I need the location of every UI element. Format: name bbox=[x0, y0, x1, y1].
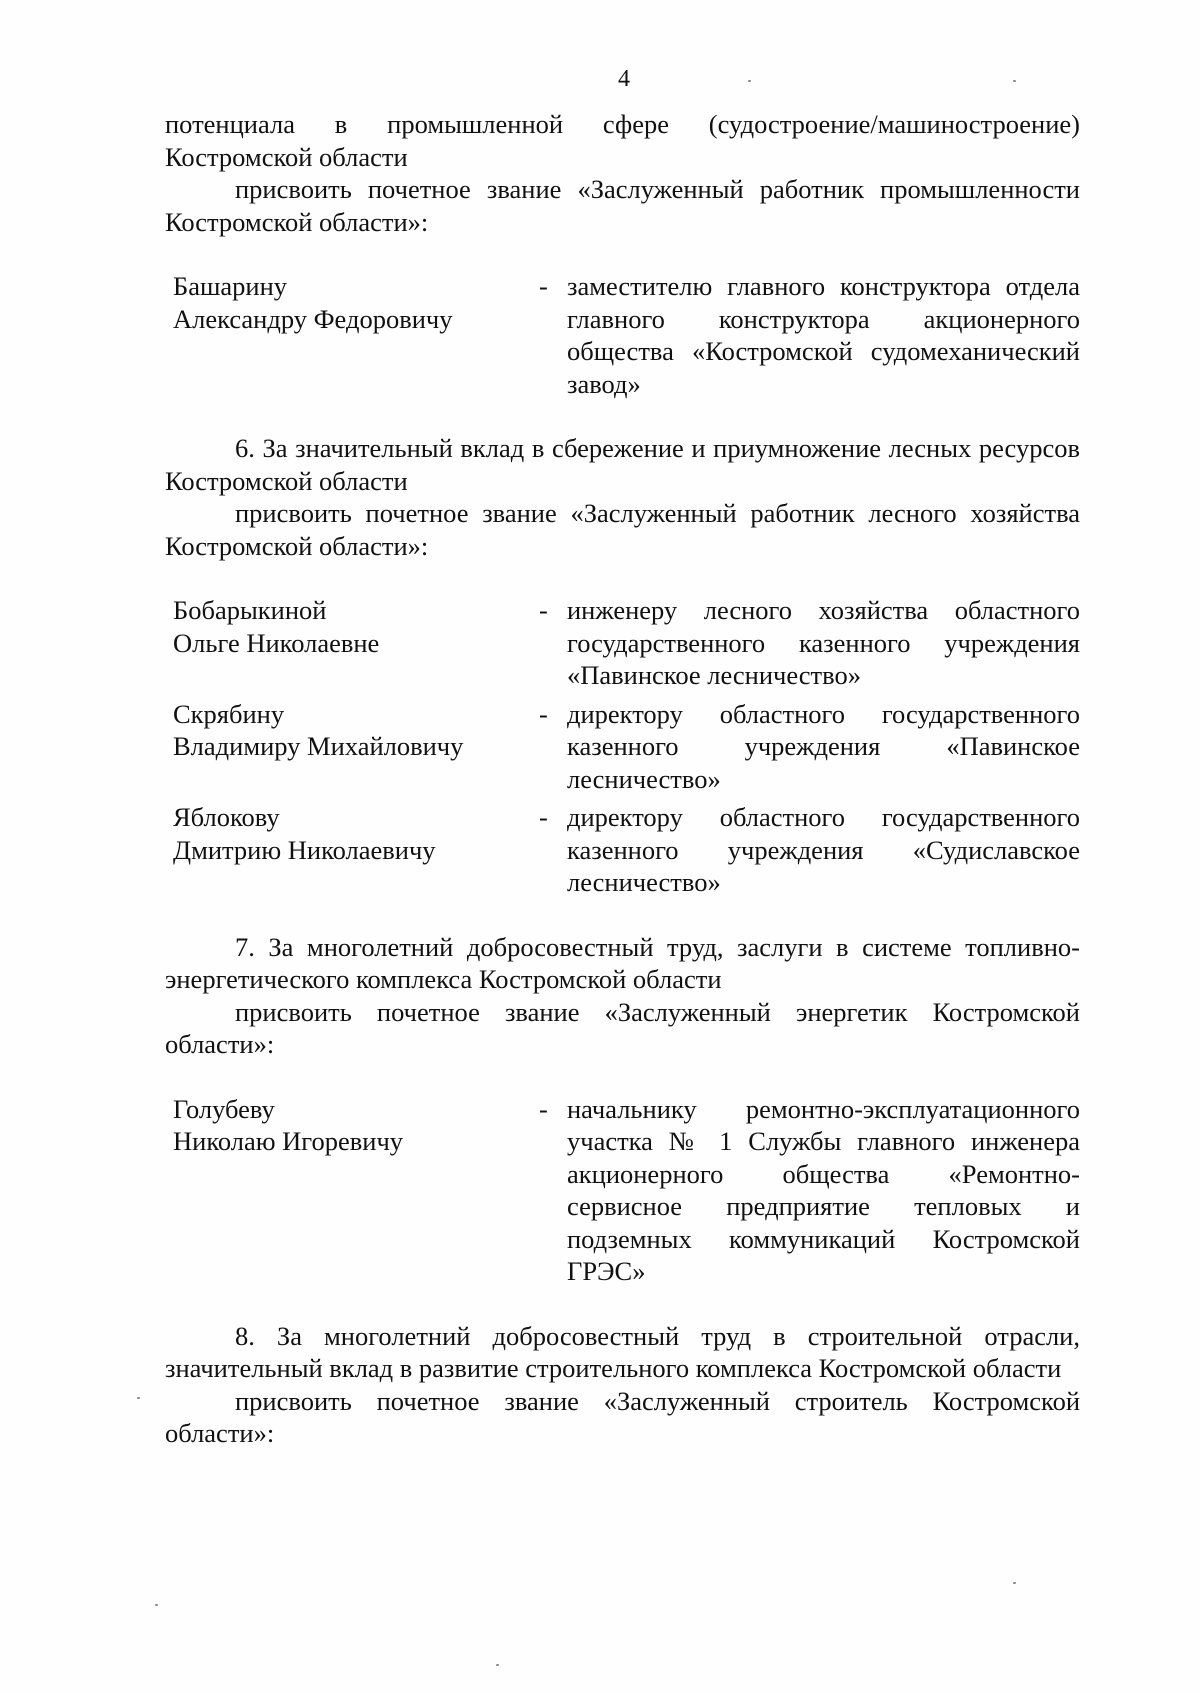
spacer bbox=[165, 562, 1080, 594]
recipient-position: заместителю главного конструктора отдела главного конструктора акционерного общества «Костромской судомеханический завод» bbox=[567, 271, 1080, 399]
scan-speck bbox=[1013, 1582, 1016, 1584]
award-entry bbox=[165, 698, 1080, 796]
recipient-surname: Яблокову bbox=[173, 802, 280, 832]
spacer bbox=[165, 400, 1080, 432]
recipient-name bbox=[165, 698, 539, 796]
recipient-surname: Голубеву bbox=[173, 1093, 275, 1124]
recipient-given-names: Александру Федоровичу bbox=[173, 303, 453, 334]
dash: - bbox=[539, 271, 548, 301]
recipient-name bbox=[165, 270, 539, 400]
spacer bbox=[165, 238, 1080, 270]
recipient-name bbox=[165, 1093, 539, 1288]
section-5-tail: потенциала в промышленной сфере (судостроение/машиностроение) Костромской области bbox=[165, 109, 1080, 172]
recipient-position: инженеру лесного хозяйства областного государственного казенного учреждения «Павинское лесничество» bbox=[567, 595, 1080, 690]
award-entry bbox=[165, 594, 1080, 692]
section-7-intro: 7. За многолетний добросовестный труд, заслуги в системе топливно-энергетического комплекса Костромской области bbox=[165, 931, 1080, 994]
recipient-position: директору областного государственного казенного учреждения «Павинское лесничество» bbox=[567, 698, 1080, 794]
section-6-intro: 6. За значительный вклад в сбережение и приумножение лесных ресурсов Костромской области bbox=[165, 433, 1080, 496]
scan-speck bbox=[748, 80, 751, 82]
spacer bbox=[165, 1061, 1080, 1093]
dash: - bbox=[539, 802, 548, 832]
scan-speck bbox=[1013, 80, 1016, 82]
recipient-surname: Башарину bbox=[173, 271, 288, 301]
section-7-assign: присвоить почетное звание «Заслуженный энергетик Костромской области»: bbox=[165, 996, 1080, 1059]
recipient-position: директору областного государственного казенного учреждения «Судиславское лесничество» bbox=[567, 802, 1080, 897]
dash: - bbox=[539, 1093, 548, 1124]
recipient-given-names: Николаю Игоревичу bbox=[173, 1126, 404, 1156]
scan-speck bbox=[137, 1397, 140, 1399]
recipient-surname: Скрябину bbox=[173, 698, 285, 729]
recipient-surname: Бобарыкиной bbox=[173, 595, 327, 625]
section-6-assign: присвоить почетное звание «Заслуженный работник лесного хозяйства Костромской области»: bbox=[165, 498, 1080, 561]
dash: - bbox=[539, 595, 548, 625]
recipient-position: начальнику ремонтно-эксплуатационного участка № 1 Службы главного инженера акционерного общества «Ремонтно-сервисное предприятие тепловых и подземных коммуникаций Костромской ГРЭС» bbox=[567, 1093, 1080, 1286]
section-8-assign: присвоить почетное звание «Заслуженный строитель Костромской области»: bbox=[165, 1385, 1080, 1448]
document-body bbox=[165, 108, 1080, 1450]
page-number: 4 bbox=[618, 66, 630, 92]
recipient-given-names: Дмитрию Николаевичу bbox=[173, 834, 436, 865]
dash: - bbox=[539, 698, 548, 729]
spacer bbox=[165, 899, 1080, 931]
scan-speck bbox=[496, 1664, 499, 1666]
recipient-name bbox=[165, 594, 539, 692]
recipient-given-names: Владимиру Михайловичу bbox=[173, 731, 464, 761]
award-entry bbox=[165, 1093, 1080, 1288]
award-entry bbox=[165, 270, 1080, 400]
scan-speck bbox=[155, 1604, 158, 1606]
award-entry bbox=[165, 801, 1080, 899]
recipient-given-names: Ольге Николаевне bbox=[173, 627, 380, 658]
recipient-name bbox=[165, 801, 539, 899]
section-8-intro: 8. За многолетний добросовестный труд в строительной отрасли, значительный вклад в развитие строительного комплекса Костромской области bbox=[165, 1320, 1080, 1383]
section-5-assign: присвоить почетное звание «Заслуженный работник промышленности Костромской области»: bbox=[165, 174, 1080, 237]
spacer bbox=[165, 1288, 1080, 1320]
